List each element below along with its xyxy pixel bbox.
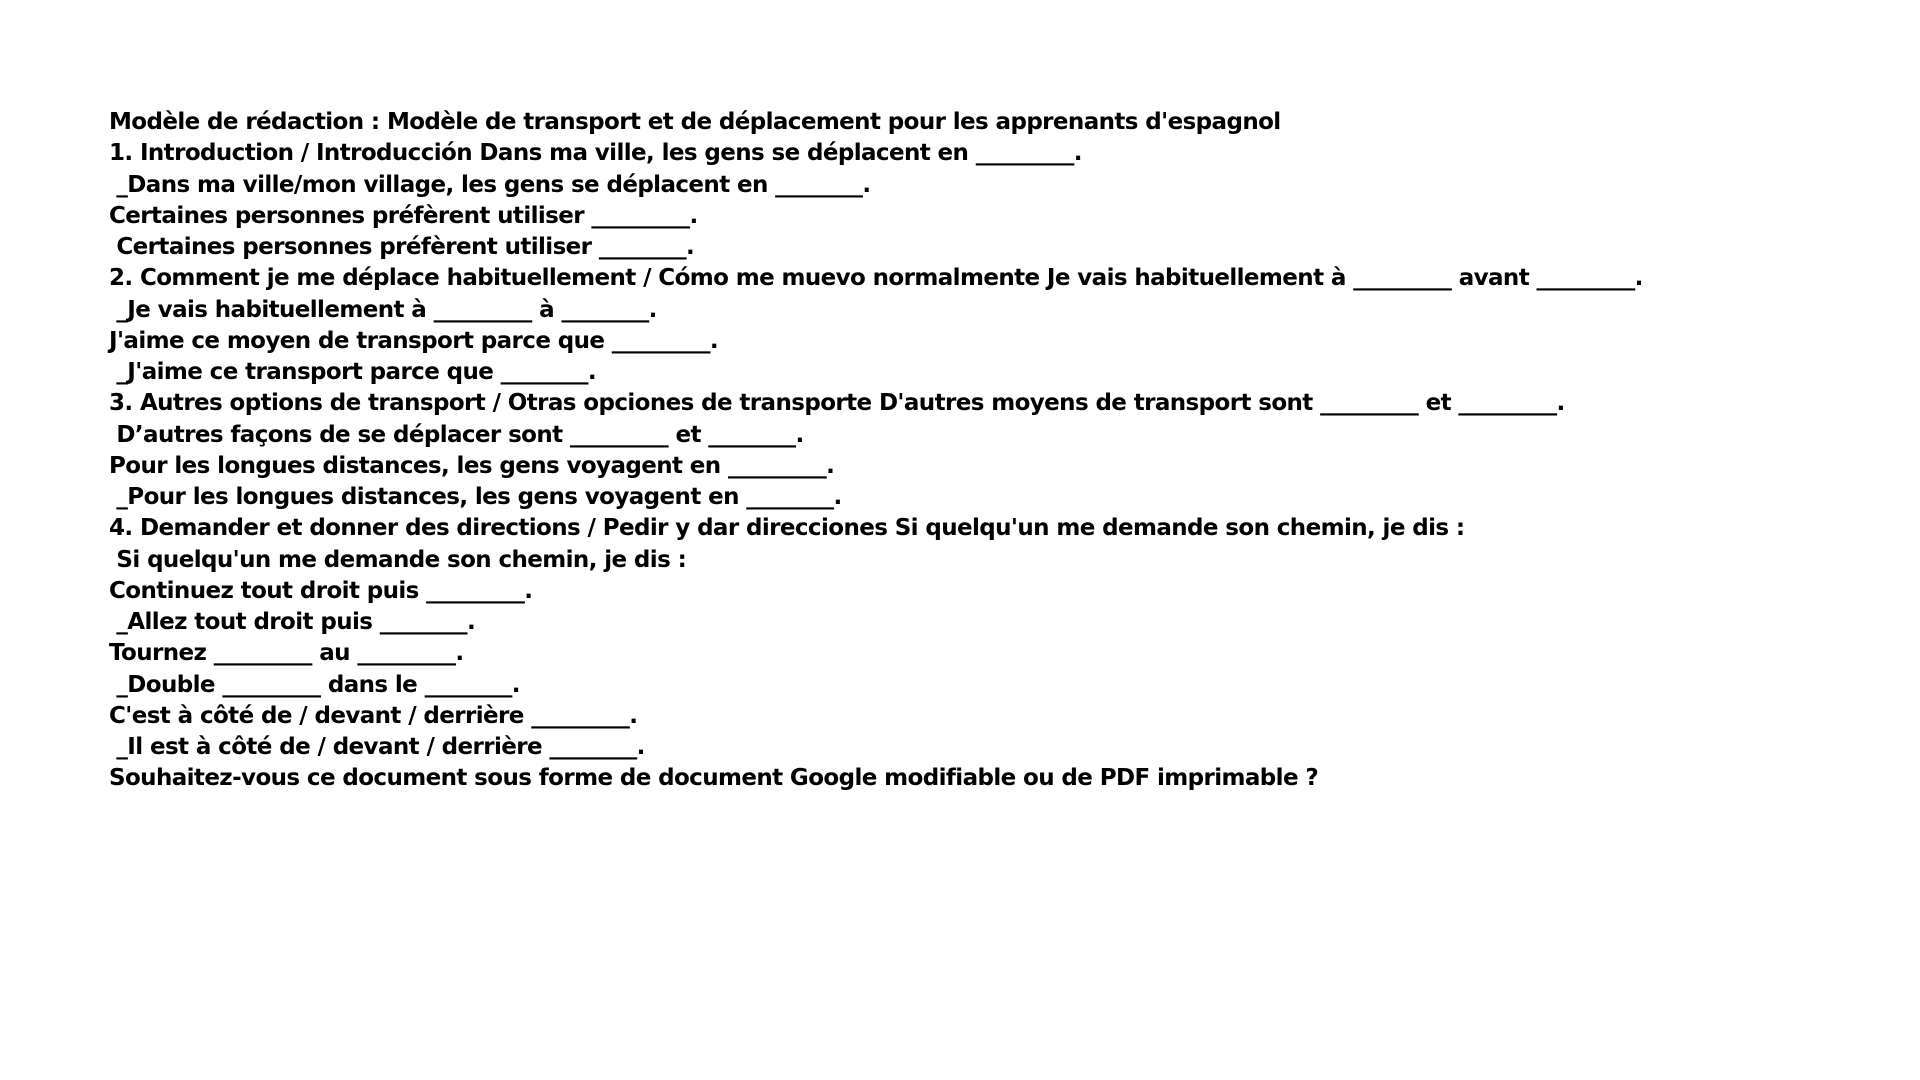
text-line: _Il est à côté de / devant / derrière ________.	[109, 734, 645, 760]
section-3-heading: 3. Autres options de transport / Otras opciones de transporte D'autres moyens de transport sont _________ et _________.	[109, 390, 1565, 417]
text-line: D’autres façons de se déplacer sont _________ et ________.	[109, 421, 804, 448]
text-line: _Double _________ dans le ________.	[109, 671, 520, 698]
document-body	[109, 107, 1869, 795]
section-1-heading: 1. Introduction / Introducción Dans ma ville, les gens se déplacent en _________.	[109, 140, 1082, 167]
text-line: _J'aime ce transport parce que ________.	[109, 359, 597, 385]
text-line: Continuez tout droit puis _________.	[109, 577, 533, 604]
text-line: Tournez _________ au _________.	[109, 640, 464, 667]
text-line: J'aime ce moyen de transport parce que _________.	[109, 327, 719, 354]
text-line: Pour les longues distances, les gens voyagent en _________.	[109, 452, 835, 479]
document-title: Modèle de rédaction : Modèle de transport et de déplacement pour les apprenants d'espagnol	[109, 109, 1281, 135]
closing-question: Souhaitez-vous ce document sous forme de document Google modifiable ou de PDF imprimable ?	[109, 765, 1319, 792]
section-2-heading: 2. Comment je me déplace habituellement / Cómo me muevo normalmente Je vais habituellement à _________ avant _________.	[109, 265, 1643, 292]
section-4-heading: 4. Demander et donner des directions / Pedir y dar direcciones Si quelqu'un me demande son chemin, je dis :	[109, 515, 1465, 542]
text-line: Certaines personnes préfèrent utiliser _________.	[109, 202, 698, 229]
text-line: C'est à côté de / devant / derrière _________.	[109, 702, 638, 729]
text-line: _Pour les longues distances, les gens voyagent en ________.	[109, 484, 842, 510]
text-line: _Je vais habituellement à _________ à ________.	[109, 296, 657, 323]
text-line: Si quelqu'un me demande son chemin, je dis :	[109, 546, 687, 573]
text-line: Certaines personnes préfèrent utiliser ________.	[109, 234, 695, 260]
text-line: _Allez tout droit puis ________.	[109, 609, 476, 635]
text-line: _Dans ma ville/mon village, les gens se déplacent en ________.	[109, 171, 871, 198]
